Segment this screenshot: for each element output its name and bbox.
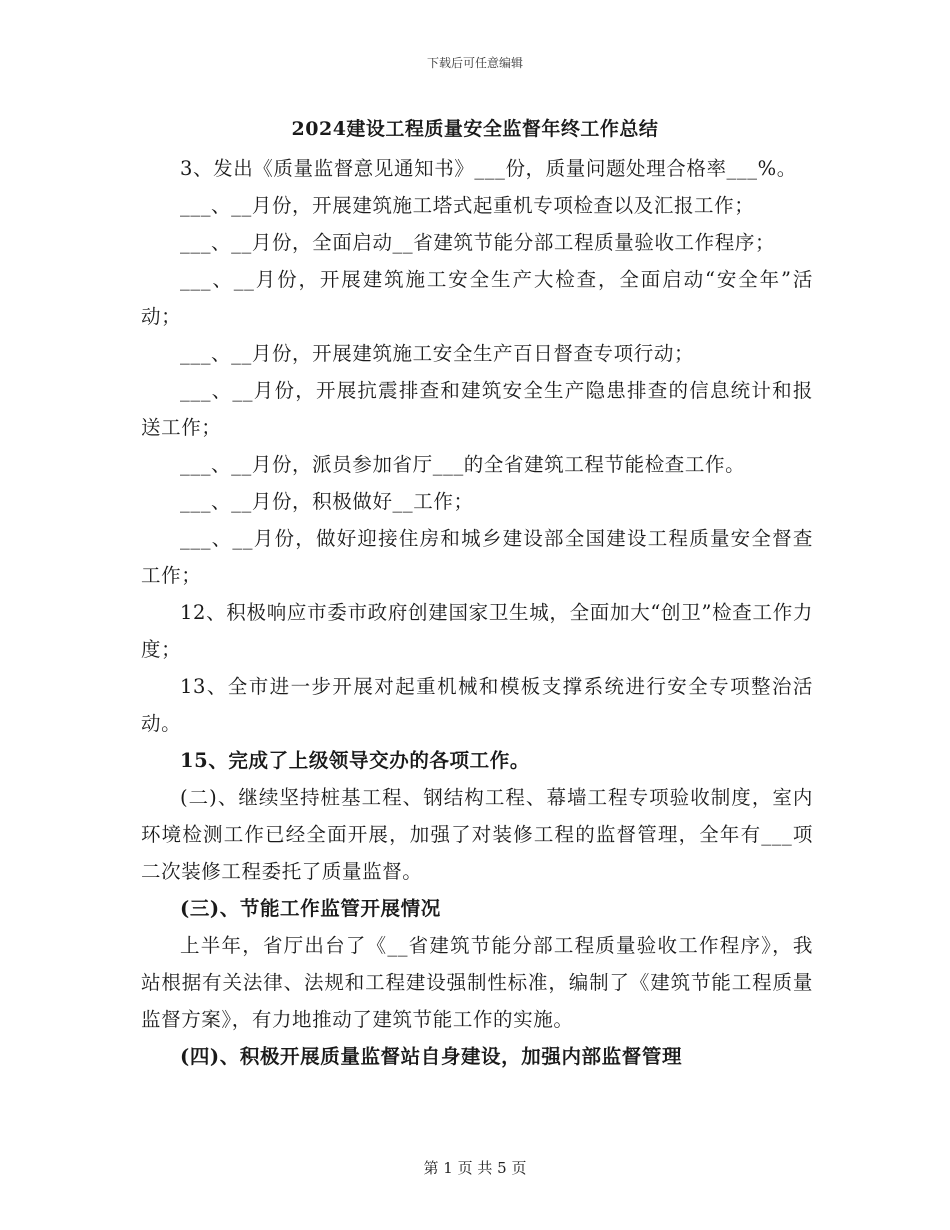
paragraph: ___、__月份，派员参加省厅___的全省建筑工程节能检查工作。 (180, 453, 746, 476)
paragraph: 上半年，省厅出台了《__省建筑节能分部工程质量验收工作程序》，我站根据有关法律、法规和工程建设强制性标准，编制了《建筑节能工程质量监督方案》，有力地推动了建筑节能工作的实施。 (141, 934, 813, 1031)
paragraph: 3、发出《质量监督意见通知书》___份，质量问题处理合格率___%。 (180, 157, 797, 180)
header-note: 下载后可任意编辑 (426, 56, 523, 70)
paragraph: ___、__月份，开展建筑施工安全生产大检查，全面启动“安全年”活动； (141, 268, 813, 328)
paragraph: ___、__月份，开展建筑施工安全生产百日督查专项行动； (180, 342, 695, 365)
paragraph-bold: 15、完成了上级领导交办的各项工作。 (180, 749, 530, 772)
paragraph: ___、__月份，全面启动__省建筑节能分部工程质量验收工作程序； (180, 231, 776, 254)
paragraph: 12、积极响应市委市政府创建国家卫生城，全面加大“创卫”检查工作力度； (141, 601, 813, 661)
paragraph: 13、全市进一步开展对起重机械和模板支撑系统进行安全专项整治活动。 (141, 675, 813, 735)
paragraph: ___、__月份，开展建筑施工塔式起重机专项检查以及汇报工作； (180, 194, 755, 217)
paragraph: ___、__月份，积极做好__工作； (180, 490, 474, 513)
paragraph: ___、__月份，做好迎接住房和城乡建设部全国建设工程质量安全督查工作； (141, 527, 813, 587)
document-body (141, 150, 813, 1075)
paragraph: (二)、继续坚持桩基工程、钢结构工程、幕墙工程专项验收制度，室内环境检测工作已经全面开展，加强了对装修工程的监督管理，全年有___项二次装修工程委托了质量监督。 (141, 786, 813, 883)
page-footer: 第 1 页 共 5 页 (423, 1159, 527, 1177)
paragraph: ___、__月份，开展抗震排查和建筑安全生产隐患排查的信息统计和报送工作； (141, 379, 813, 439)
section-heading: (三)、节能工作监管开展情况 (180, 897, 441, 920)
document-title: 2024建设工程质量安全监督年终工作总结 (291, 118, 659, 140)
section-heading: (四)、积极开展质量监督站自身建设，加强内部监督管理 (180, 1045, 683, 1068)
